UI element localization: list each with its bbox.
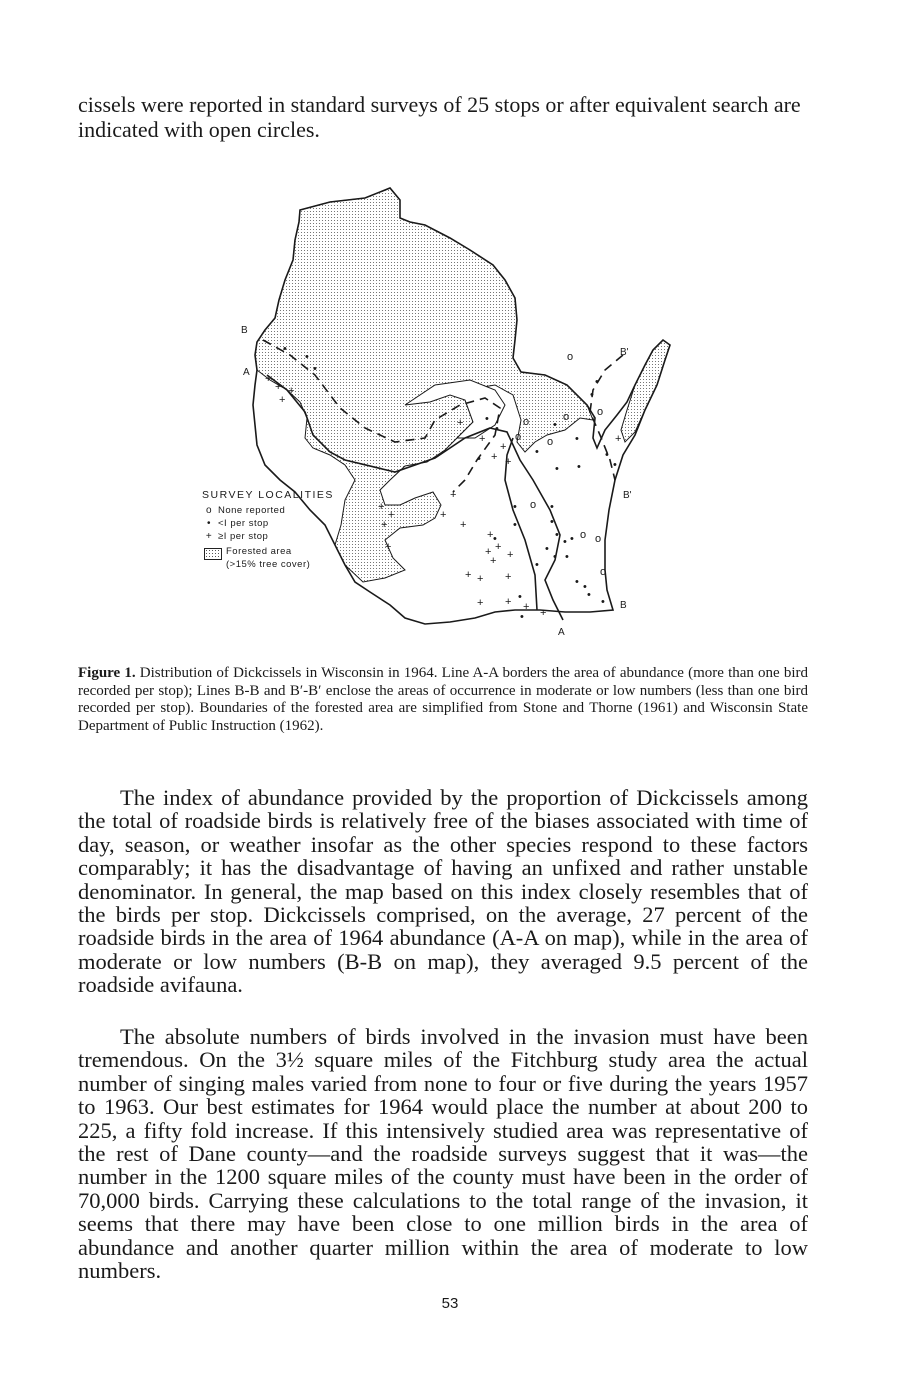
label-a-west: A bbox=[243, 367, 250, 378]
dot-symbol: • bbox=[563, 536, 567, 548]
open-circle-symbol: o bbox=[563, 411, 570, 423]
dot-symbol: • bbox=[513, 519, 517, 531]
plus-symbol: + bbox=[265, 373, 272, 385]
dot-symbol: • bbox=[485, 413, 489, 425]
legend-none-label: None reported bbox=[218, 505, 286, 516]
dot-symbol: • bbox=[553, 551, 557, 563]
dot-symbol: • bbox=[583, 581, 587, 593]
label-b-west: B bbox=[241, 325, 248, 336]
dot-symbol: • bbox=[555, 529, 559, 541]
caption-label: Figure 1. bbox=[78, 665, 136, 681]
dot-symbol: • bbox=[545, 543, 549, 555]
plus-symbol: + bbox=[615, 433, 622, 445]
label-a-south: A bbox=[558, 627, 565, 638]
plus-symbol: + bbox=[440, 509, 447, 521]
plus-symbol: + bbox=[450, 489, 457, 501]
legend-row-less bbox=[202, 517, 372, 530]
dot-symbol: • bbox=[550, 516, 554, 528]
label-b-south: B bbox=[620, 600, 627, 611]
plus-symbol: + bbox=[479, 433, 486, 445]
wisconsin-map bbox=[195, 180, 695, 640]
legend-forest-label-2: (>15% tree cover) bbox=[226, 559, 311, 570]
dot-symbol: • bbox=[565, 551, 569, 563]
plus-symbol: + bbox=[500, 441, 507, 453]
forest-swatch-icon bbox=[204, 548, 222, 560]
dot-symbol: • bbox=[587, 589, 591, 601]
plus-symbol: + bbox=[490, 555, 497, 567]
figure-caption bbox=[78, 665, 808, 735]
body-paragraph-2: The absolute numbers of birds involved in the invasion must have been tremendous. On the 3½ square miles of the Fitchburg study area the actual number of singing males varied from none to four or five during the years 1957 to 1963. Our best estimates for 1964 would place the number at about 200 to 225, a fifty fold increase. If this intensively studied area was representative of the rest of Dane county—and the roadside surveys suggest that it was—the number in the 1200 square miles of the county must have been in the order of 70,000 birds. Carrying these calculations to the total range of the invasion, it seems that there may have been close to one million birds in the area of abundance and another quarter million within the area of moderate to low numbers. bbox=[78, 1024, 808, 1284]
plus-symbol: + bbox=[465, 569, 472, 581]
legend-more-label: ≥I per stop bbox=[218, 531, 269, 542]
open-circle-symbol: o bbox=[595, 533, 602, 545]
legend-row-more bbox=[202, 530, 372, 543]
legend-forest-label-1: Forested area bbox=[226, 546, 292, 557]
legend-title: SURVEY LOCALITIES bbox=[202, 489, 334, 501]
dot-icon: • bbox=[206, 518, 211, 529]
open-circle-symbol: o bbox=[547, 436, 554, 448]
plus-symbol: + bbox=[540, 607, 547, 619]
dot-symbol: • bbox=[577, 461, 581, 473]
dot-symbol: • bbox=[590, 389, 594, 401]
dot-symbol: • bbox=[605, 449, 609, 461]
dot-symbol: • bbox=[595, 376, 599, 388]
plus-symbol: + bbox=[477, 597, 484, 609]
plus-symbol: + bbox=[505, 456, 512, 468]
legend-row-none bbox=[202, 504, 372, 517]
label-b-prime-north: B' bbox=[620, 347, 629, 358]
figure-map bbox=[195, 180, 695, 640]
dot-symbol: • bbox=[570, 533, 574, 545]
legend-less-label: <I per stop bbox=[218, 518, 269, 529]
label-b-prime-east: B' bbox=[623, 490, 632, 501]
open-circle-symbol: o bbox=[600, 566, 607, 578]
intro-paragraph: cissels were reported in standard surveys of 25 stops or after equivalent search are indicated with open circles. bbox=[78, 92, 801, 142]
dot-symbol: • bbox=[493, 533, 497, 545]
open-circle-icon: o bbox=[205, 505, 213, 516]
plus-symbol: + bbox=[378, 501, 385, 513]
plus-symbol: + bbox=[485, 546, 492, 558]
open-circle-symbol: o bbox=[523, 416, 530, 428]
plus-icon: + bbox=[205, 531, 213, 542]
dot-symbol: • bbox=[613, 459, 617, 471]
dot-symbol: • bbox=[513, 501, 517, 513]
body-paragraph-1: The index of abundance provided by the proportion of Dickcissels among the total of roadside birds is relatively free of the biases associated with time of day, season, or weather insofar as the other species respond to these factors comparably; it has the disadvantage of having an unfixed and rather unstable denominator. In general, the map based on this index closely resembles that of the birds per stop. Dickcissels comprised, on the average, 27 percent of the roadside birds in the area of 1964 abundance (A-A on map), while in the area of moderate or low numbers (B-B on map), they averaged 9.5 percent of the roadside avifauna. bbox=[78, 785, 808, 998]
plus-symbol: + bbox=[507, 549, 514, 561]
dot-symbol: • bbox=[535, 446, 539, 458]
dot-symbol: • bbox=[601, 596, 605, 608]
plus-symbol: + bbox=[505, 596, 512, 608]
plus-symbol: + bbox=[495, 541, 502, 553]
plus-symbol: + bbox=[491, 451, 498, 463]
dot-symbol: • bbox=[518, 591, 522, 603]
plus-symbol: + bbox=[279, 394, 286, 406]
caption-text: Distribution of Dickcissels in Wisconsin in 1964. Line A-A borders the area of abundance (more than one bird recorded per stop); Lines B-B and B′-B′ enclose the areas of occurrence in moderate or low numbers (less than one bird recorded per stop). Boundaries of the forested area are simplified from Stone and Thorne (1961) and Wisconsin State Department of Public Instruction (1962). bbox=[78, 665, 809, 734]
page-number: 53 bbox=[441, 1295, 459, 1312]
dot-symbol: • bbox=[550, 501, 554, 513]
map-legend bbox=[202, 489, 372, 571]
plus-symbol: + bbox=[523, 601, 530, 613]
dot-symbol: • bbox=[555, 463, 559, 475]
open-circle-symbol: o bbox=[597, 406, 604, 418]
open-circle-symbol: o bbox=[515, 431, 522, 443]
plus-symbol: + bbox=[505, 571, 512, 583]
dot-symbol: • bbox=[535, 559, 539, 571]
open-circle-symbol: o bbox=[530, 499, 537, 511]
legend-row-forest bbox=[202, 545, 372, 571]
plus-symbol: + bbox=[477, 573, 484, 585]
plus-symbol: + bbox=[457, 417, 464, 429]
plus-symbol: + bbox=[460, 519, 467, 531]
plus-symbol: + bbox=[381, 519, 388, 531]
dot-symbol: • bbox=[520, 611, 524, 623]
dot-symbol: • bbox=[477, 453, 481, 465]
plus-symbol: + bbox=[385, 541, 392, 553]
dot-symbol: • bbox=[305, 351, 309, 363]
open-circle-symbol: o bbox=[580, 529, 587, 541]
dot-symbol: • bbox=[283, 343, 287, 355]
dot-symbol: • bbox=[575, 433, 579, 445]
open-circle-symbol: o bbox=[567, 351, 574, 363]
dot-symbol: • bbox=[553, 419, 557, 431]
dot-symbol: • bbox=[495, 423, 499, 435]
plus-symbol: + bbox=[288, 385, 295, 397]
dot-symbol: • bbox=[575, 576, 579, 588]
plus-symbol: + bbox=[487, 529, 494, 541]
plus-symbol: + bbox=[275, 381, 282, 393]
dot-symbol: • bbox=[313, 363, 317, 375]
plus-symbol: + bbox=[388, 509, 395, 521]
